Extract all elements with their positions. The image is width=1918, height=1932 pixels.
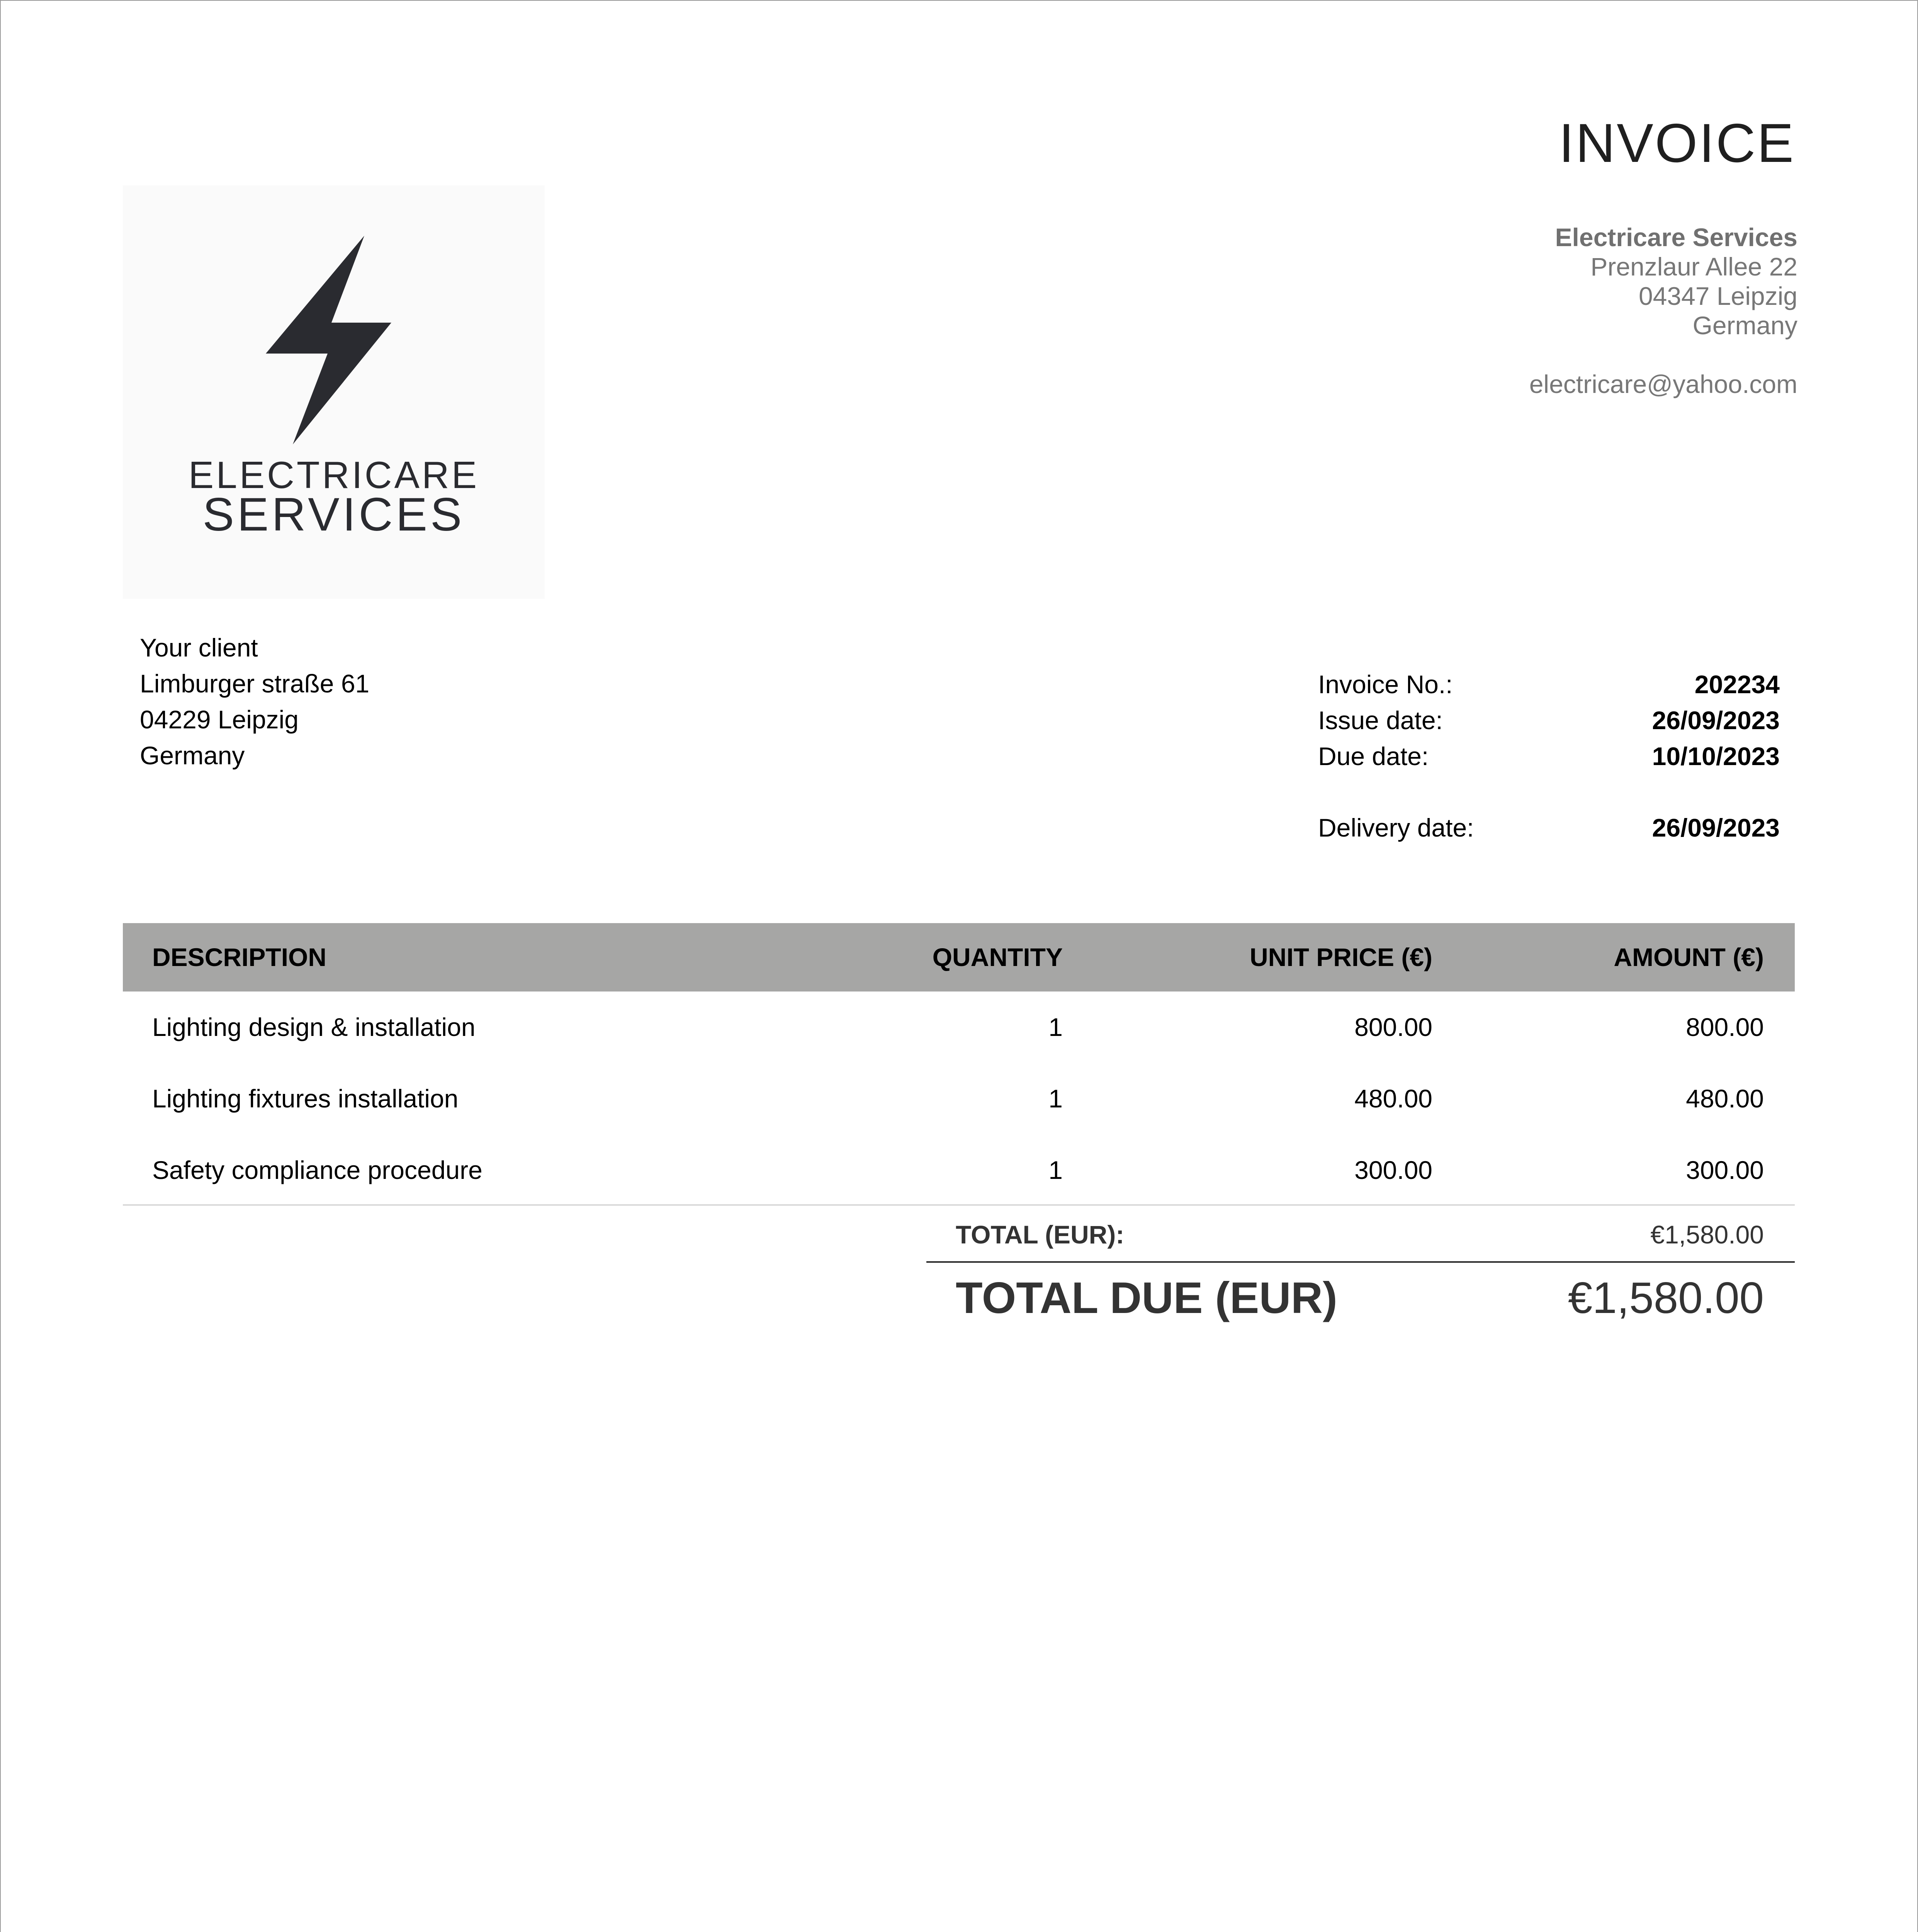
table-row (123, 992, 1795, 1063)
logo-text-line1: ELECTRICARE (188, 454, 479, 496)
row-quantity: 1 (1048, 1084, 1063, 1113)
issue-date-row (1318, 702, 1780, 738)
table-row (123, 1134, 1795, 1206)
invoice-number-row (1318, 667, 1780, 702)
total-due-label: TOTAL DUE (EUR) (956, 1274, 1337, 1323)
company-address (1529, 223, 1797, 399)
due-date-value: 10/10/2023 (1652, 742, 1780, 770)
issue-date-value: 26/09/2023 (1652, 706, 1780, 735)
total-due-value: €1,580.00 (1568, 1274, 1764, 1323)
table-divider (123, 1204, 1795, 1206)
client-address (140, 630, 369, 774)
row-unit-price: 800.00 (1354, 1013, 1432, 1041)
header-unit-price: UNIT PRICE (€) (1249, 943, 1432, 971)
row-unit-price: 480.00 (1354, 1084, 1432, 1113)
row-description: Safety compliance procedure (152, 1156, 482, 1184)
invoice-meta (1318, 667, 1780, 846)
row-description: Lighting fixtures installation (152, 1084, 459, 1113)
delivery-date-label: Delivery date: (1318, 813, 1474, 842)
total-value: €1,580.00 (1650, 1220, 1764, 1249)
company-email[interactable]: electricare@yahoo.com (1529, 370, 1797, 398)
client-country: Germany (140, 741, 245, 770)
client-city: 04229 Leipzig (140, 705, 299, 734)
row-quantity: 1 (1048, 1156, 1063, 1184)
header-description: DESCRIPTION (152, 943, 327, 971)
delivery-date-row (1318, 810, 1780, 846)
invoice-title: INVOICE (1559, 112, 1795, 174)
row-unit-price: 300.00 (1354, 1156, 1432, 1184)
company-name: Electricare Services (1555, 223, 1797, 252)
header-amount: AMOUNT (€) (1614, 943, 1764, 971)
due-date-label: Due date: (1318, 742, 1429, 770)
invoice-number-value: 202234 (1694, 670, 1780, 699)
total-label: TOTAL (EUR): (956, 1220, 1125, 1249)
row-amount: 480.00 (1686, 1084, 1764, 1113)
header-quantity: QUANTITY (932, 943, 1063, 971)
total-due-row (926, 1264, 1795, 1333)
company-country: Germany (1692, 311, 1797, 340)
row-description: Lighting design & installation (152, 1013, 476, 1041)
due-date-row (1318, 738, 1780, 774)
company-city: 04347 Leipzig (1638, 282, 1797, 310)
logo-text-line2: SERVICES (202, 488, 465, 541)
invoice-number-label: Invoice No.: (1318, 670, 1453, 699)
table-row (123, 1063, 1795, 1134)
delivery-date-value: 26/09/2023 (1652, 813, 1780, 842)
row-amount: 300.00 (1686, 1156, 1764, 1184)
lightning-bolt-icon (266, 236, 397, 444)
row-quantity: 1 (1048, 1013, 1063, 1041)
total-row (926, 1208, 1795, 1262)
company-logo (123, 185, 545, 599)
company-street: Prenzlaur Allee 22 (1590, 252, 1797, 281)
client-street: Limburger straße 61 (140, 669, 370, 698)
total-divider (926, 1261, 1795, 1263)
issue-date-label: Issue date: (1318, 706, 1443, 735)
items-table-header (123, 923, 1795, 992)
row-amount: 800.00 (1686, 1013, 1764, 1041)
client-name: Your client (140, 633, 258, 662)
